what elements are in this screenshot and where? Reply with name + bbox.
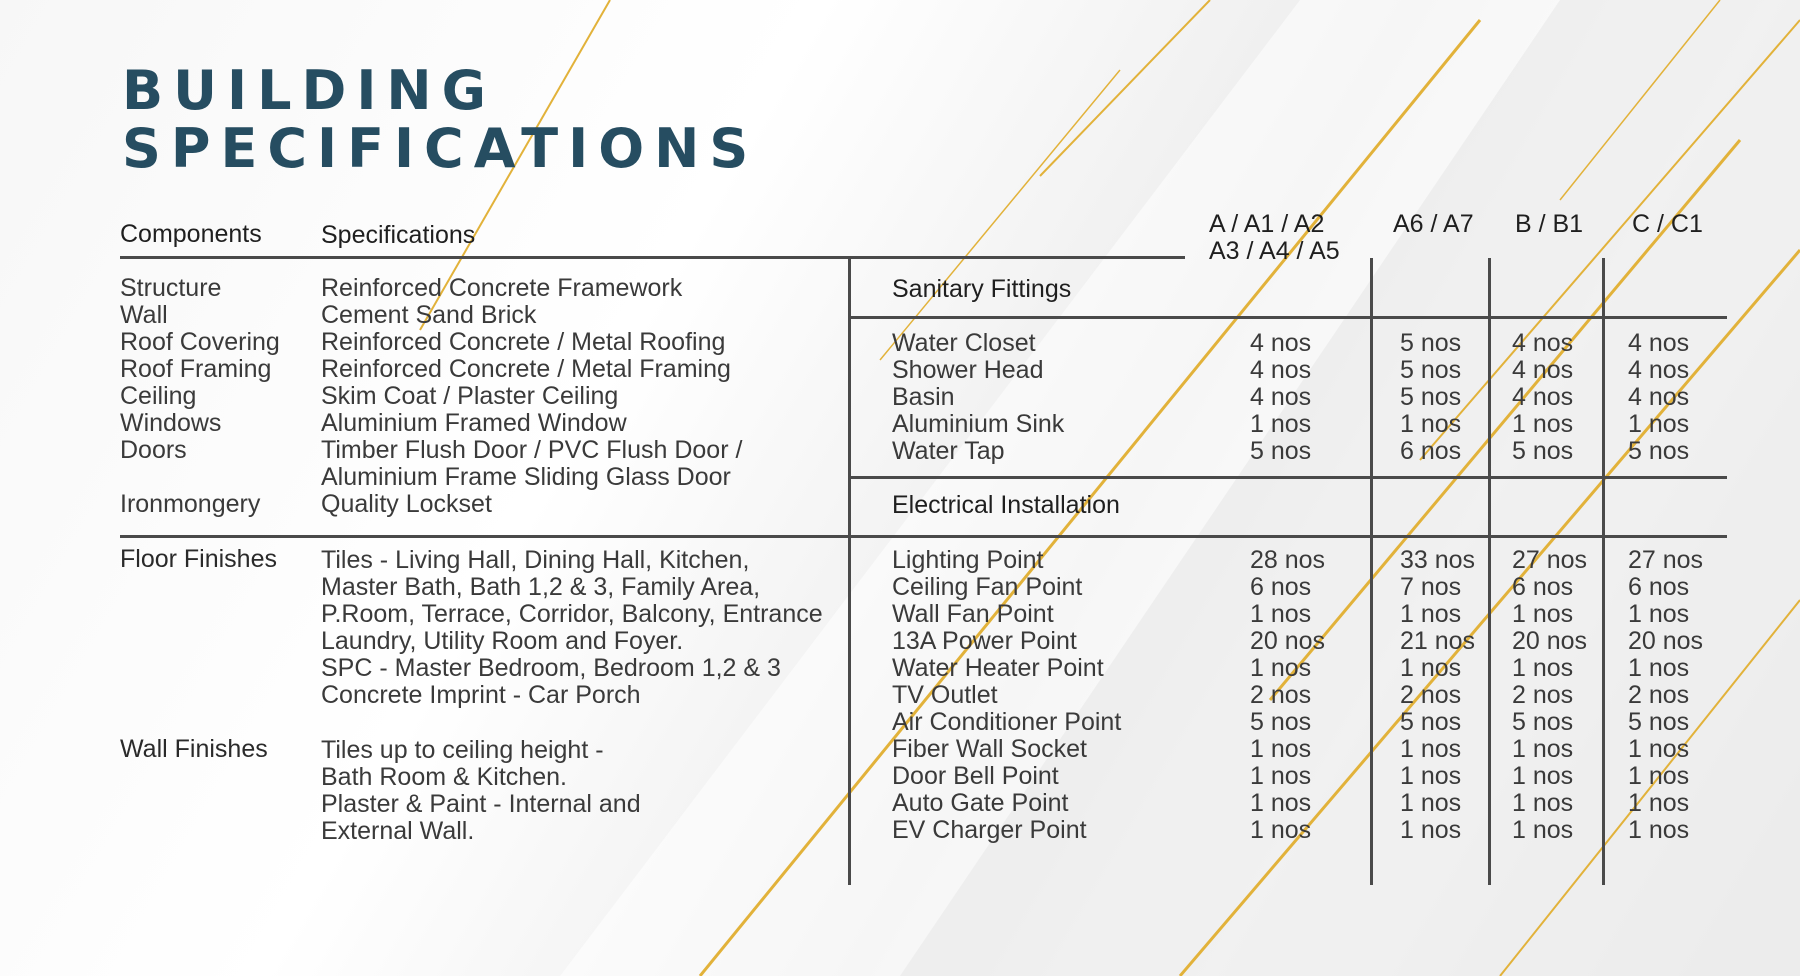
electrical-title-divider-top (850, 476, 1727, 479)
column-header-a-line2: A3 / A4 / A5 (1209, 237, 1340, 265)
sanitary-value: 4 nos (1628, 383, 1690, 411)
floor-finish-line: Concrete Imprint - Car Porch (321, 681, 641, 709)
electrical-item: Auto Gate Point (892, 789, 1069, 817)
sanitary-value: 5 nos (1512, 437, 1574, 465)
electrical-value: 20 nos (1628, 627, 1704, 655)
floor-finish-line: P.Room, Terrace, Corridor, Balcony, Entrance (321, 600, 823, 628)
header-divider (120, 256, 1185, 259)
electrical-value: 5 nos (1250, 708, 1312, 736)
sanitary-fittings-title: Sanitary Fittings (892, 275, 1072, 303)
sanitary-value: 5 nos (1250, 437, 1312, 465)
component-item (120, 464, 280, 491)
component-item: Roof Covering (120, 328, 280, 356)
sanitary-values-c (1628, 330, 1689, 465)
column-header-a (1209, 211, 1340, 265)
sanitary-item: Basin (892, 383, 955, 411)
sanitary-value: 4 nos (1250, 329, 1312, 357)
electrical-values-c (1628, 547, 1703, 844)
component-item: Windows (120, 409, 222, 437)
electrical-value: 1 nos (1400, 816, 1462, 844)
electrical-value: 1 nos (1628, 816, 1690, 844)
wall-finishes-list (321, 737, 641, 845)
specifications-list (321, 275, 742, 518)
electrical-value: 33 nos (1400, 546, 1476, 574)
electrical-values-a6 (1400, 547, 1475, 844)
component-item: Doors (120, 436, 187, 464)
column-header-b: B / B1 (1515, 210, 1584, 238)
floor-finishes-list (321, 547, 823, 709)
sanitary-item: Water Closet (892, 329, 1036, 357)
page-title (122, 59, 759, 180)
electrical-value: 1 nos (1400, 762, 1462, 790)
component-item: Roof Framing (120, 355, 272, 383)
column-header-a-line1: A / A1 / A2 (1209, 210, 1325, 238)
column-header-a6: A6 / A7 (1393, 210, 1474, 238)
electrical-value: 1 nos (1512, 654, 1574, 682)
sanitary-values-a6 (1400, 330, 1461, 465)
electrical-items (892, 547, 1121, 844)
sanitary-value: 4 nos (1512, 383, 1574, 411)
electrical-item: 13A Power Point (892, 627, 1077, 655)
electrical-value: 1 nos (1250, 600, 1312, 628)
electrical-value: 1 nos (1628, 762, 1690, 790)
specification-item: Quality Lockset (321, 490, 492, 518)
column-rule-3 (1602, 258, 1605, 885)
specification-item: Reinforced Concrete Framework (321, 274, 683, 302)
sanitary-value: 4 nos (1512, 356, 1574, 384)
specification-item: Cement Sand Brick (321, 301, 537, 329)
sanitary-value: 4 nos (1628, 356, 1690, 384)
electrical-value: 7 nos (1400, 573, 1462, 601)
sanitary-value: 4 nos (1250, 383, 1312, 411)
specifications-header: Specifications (321, 221, 476, 249)
specification-item: Aluminium Frame Sliding Glass Door (321, 463, 731, 491)
floor-finish-line: Master Bath, Bath 1,2 & 3, Family Area, (321, 573, 761, 601)
left-section-divider (120, 535, 850, 538)
electrical-item: Door Bell Point (892, 762, 1059, 790)
page-title-line2: SPECIFICATIONS (122, 117, 759, 180)
electrical-item: Air Conditioner Point (892, 708, 1122, 736)
sanitary-value: 5 nos (1400, 356, 1462, 384)
specification-item: Reinforced Concrete / Metal Roofing (321, 328, 726, 356)
electrical-item: Ceiling Fan Point (892, 573, 1083, 601)
sanitary-value: 4 nos (1250, 356, 1312, 384)
electrical-value: 2 nos (1512, 681, 1574, 709)
sanitary-values-b (1512, 330, 1573, 465)
electrical-value: 1 nos (1512, 600, 1574, 628)
column-header-c: C / C1 (1632, 210, 1703, 238)
floor-finish-line: Laundry, Utility Room and Foyer. (321, 627, 684, 655)
sanitary-value: 1 nos (1628, 410, 1690, 438)
electrical-value: 1 nos (1628, 600, 1690, 628)
wall-finishes-label: Wall Finishes (120, 735, 268, 763)
electrical-value: 1 nos (1250, 654, 1312, 682)
sanitary-items (892, 330, 1064, 465)
electrical-value: 20 nos (1250, 627, 1326, 655)
sanitary-value: 1 nos (1512, 410, 1574, 438)
electrical-item: Fiber Wall Socket (892, 735, 1087, 763)
electrical-value: 5 nos (1628, 708, 1690, 736)
electrical-value: 1 nos (1628, 654, 1690, 682)
column-rule-2 (1488, 258, 1491, 885)
page-title-line1: BUILDING (122, 59, 496, 122)
electrical-item: Water Heater Point (892, 654, 1104, 682)
electrical-value: 27 nos (1512, 546, 1588, 574)
component-item: Ceiling (120, 382, 197, 410)
electrical-value: 1 nos (1400, 735, 1462, 763)
sanitary-value: 1 nos (1250, 410, 1312, 438)
electrical-value: 1 nos (1400, 654, 1462, 682)
electrical-values-a (1250, 547, 1325, 844)
electrical-value: 2 nos (1250, 681, 1312, 709)
electrical-value: 5 nos (1512, 708, 1574, 736)
electrical-value: 1 nos (1400, 789, 1462, 817)
components-list (120, 275, 280, 518)
component-item: Ironmongery (120, 490, 261, 518)
electrical-value: 27 nos (1628, 546, 1704, 574)
sanitary-value: 4 nos (1628, 329, 1690, 357)
electrical-value: 1 nos (1628, 735, 1690, 763)
sanitary-value: 5 nos (1400, 383, 1462, 411)
electrical-value: 6 nos (1512, 573, 1574, 601)
sanitary-value: 6 nos (1400, 437, 1462, 465)
electrical-item: EV Charger Point (892, 816, 1087, 844)
electrical-values-b (1512, 547, 1587, 844)
wall-finish-line: Tiles up to ceiling height - (321, 736, 604, 764)
electrical-value: 20 nos (1512, 627, 1588, 655)
electrical-item: Lighting Point (892, 546, 1044, 574)
electrical-value: 1 nos (1250, 762, 1312, 790)
electrical-value: 1 nos (1512, 816, 1574, 844)
electrical-value: 21 nos (1400, 627, 1476, 655)
sanitary-item: Shower Head (892, 356, 1044, 384)
floor-finish-line: Tiles - Living Hall, Dining Hall, Kitchen, (321, 546, 750, 574)
sanitary-value: 1 nos (1400, 410, 1462, 438)
sanitary-value: 4 nos (1512, 329, 1574, 357)
electrical-value: 6 nos (1250, 573, 1312, 601)
electrical-item: TV Outlet (892, 681, 998, 709)
electrical-value: 1 nos (1250, 735, 1312, 763)
electrical-value: 1 nos (1512, 762, 1574, 790)
electrical-value: 2 nos (1400, 681, 1462, 709)
sanitary-item: Water Tap (892, 437, 1005, 465)
components-header: Components (120, 220, 262, 248)
wall-finish-line: Bath Room & Kitchen. (321, 763, 567, 791)
component-item: Structure (120, 274, 222, 302)
electrical-value: 1 nos (1400, 600, 1462, 628)
electrical-value: 1 nos (1512, 789, 1574, 817)
sanitary-value: 5 nos (1628, 437, 1690, 465)
specification-item: Skim Coat / Plaster Ceiling (321, 382, 619, 410)
component-item: Wall (120, 301, 168, 329)
wall-finish-line: External Wall. (321, 817, 475, 845)
sanitary-divider (850, 316, 1727, 319)
electrical-value: 6 nos (1628, 573, 1690, 601)
floor-finishes-label: Floor Finishes (120, 545, 277, 573)
specification-item: Timber Flush Door / PVC Flush Door / (321, 436, 743, 464)
electrical-value: 1 nos (1628, 789, 1690, 817)
center-vertical-rule (848, 258, 851, 885)
sanitary-item: Aluminium Sink (892, 410, 1065, 438)
electrical-value: 5 nos (1400, 708, 1462, 736)
electrical-value: 1 nos (1250, 789, 1312, 817)
sanitary-value: 5 nos (1400, 329, 1462, 357)
floor-finish-line: SPC - Master Bedroom, Bedroom 1,2 & 3 (321, 654, 781, 682)
sanitary-values-a (1250, 330, 1311, 465)
electrical-value: 2 nos (1628, 681, 1690, 709)
electrical-value: 1 nos (1250, 816, 1312, 844)
electrical-item: Wall Fan Point (892, 600, 1054, 628)
electrical-value: 1 nos (1512, 735, 1574, 763)
electrical-value: 28 nos (1250, 546, 1326, 574)
specification-item: Reinforced Concrete / Metal Framing (321, 355, 731, 383)
wall-finish-line: Plaster & Paint - Internal and (321, 790, 641, 818)
column-rule-1 (1370, 258, 1373, 885)
electrical-title-divider-bottom (850, 535, 1727, 538)
electrical-installation-title: Electrical Installation (892, 491, 1120, 519)
specification-item: Aluminium Framed Window (321, 409, 627, 437)
